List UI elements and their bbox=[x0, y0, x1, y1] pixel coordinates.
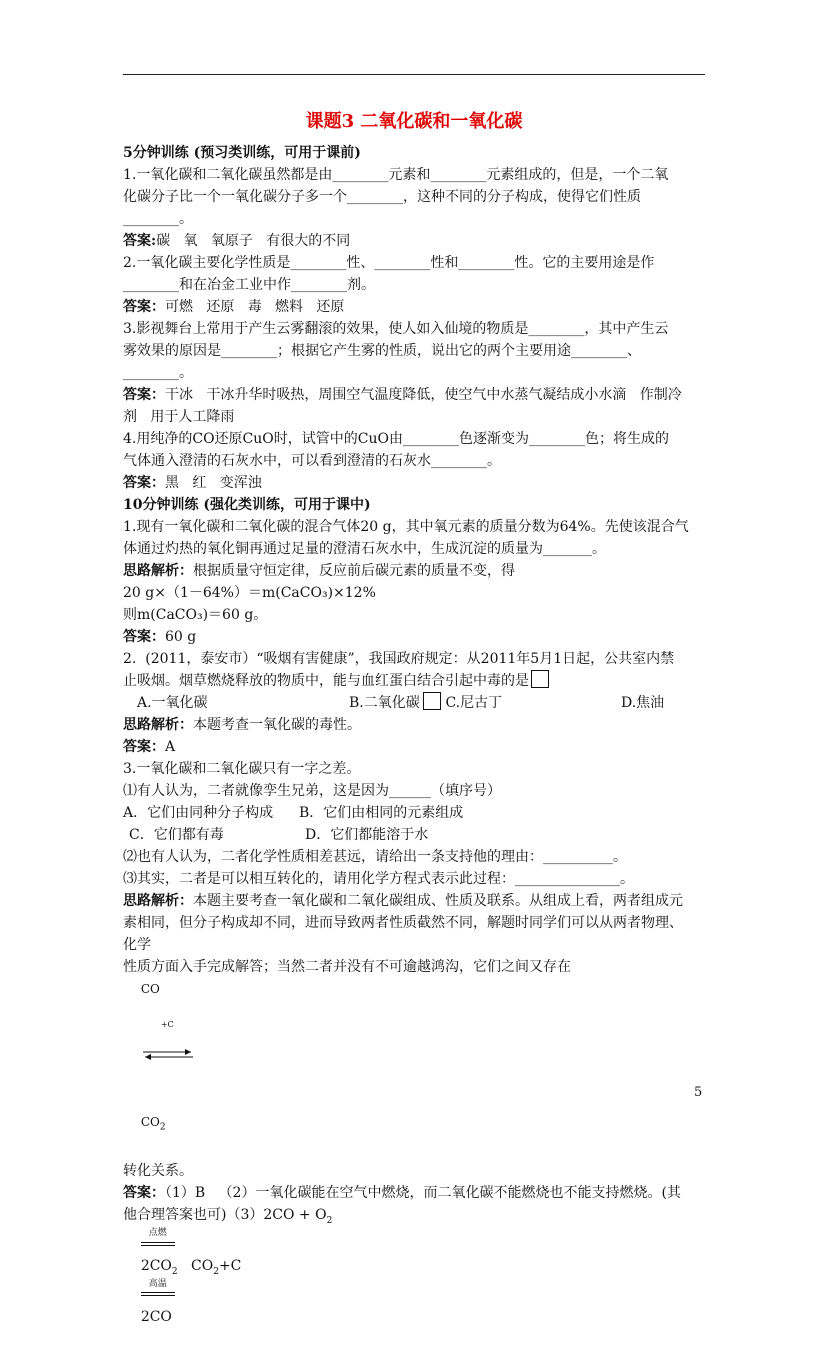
arrow-condition: +C bbox=[160, 1020, 174, 1029]
co2-label: $CO_2$ bbox=[140, 1115, 166, 1133]
q2-line2: ________和在冶金工业中作________剂。 bbox=[123, 277, 375, 293]
answer-5 bbox=[123, 626, 705, 648]
q6-line2-text: 止吸烟。烟草燃烧释放的物质中，能与血红蛋白结合引起中毒的是 bbox=[123, 673, 529, 689]
q7-line2: ⑴有人认为，二者就像孪生兄弟，这是因为______（填序号） bbox=[123, 783, 501, 799]
q3-line3: ________。 bbox=[123, 365, 193, 381]
answer-6 bbox=[123, 736, 705, 758]
think-7 bbox=[123, 890, 705, 912]
answer-7-eq-start: 他合理答案也可)（3）2CO + O bbox=[123, 1207, 327, 1224]
conversion-arrows-icon bbox=[141, 1000, 195, 1029]
answer-3 bbox=[123, 384, 705, 406]
option-c bbox=[421, 692, 621, 714]
option-a: A.一氧化碳 bbox=[137, 695, 208, 711]
answer-2 bbox=[123, 296, 705, 318]
q3-line1: 3.影视舞台上常用于产生云雾翻滚的效果，使人如入仙境的物质是________，其中产生云 bbox=[123, 321, 669, 337]
option-a: A．它们由同种分子构成 bbox=[123, 805, 274, 821]
section-heading-10min: 10分钟训练 (强化类训练，可用于课中) bbox=[123, 497, 371, 513]
q4-line2: 气体通入澄清的石灰水中，可以看到澄清的石灰水________。 bbox=[123, 453, 501, 469]
think-5-text: 根据质量守恒定律，反应前后碳元素的质量不变，得 bbox=[193, 563, 515, 579]
think-6 bbox=[123, 714, 705, 736]
q7-options-ab bbox=[123, 802, 705, 824]
answer-label: 答案： bbox=[123, 299, 165, 315]
co-label: CO bbox=[140, 982, 160, 996]
equation-1: 20 g×（1－64%）＝m(CaCO₃)×12% bbox=[123, 585, 376, 601]
answer-3-text: 干冰 干冰升华时吸热，周围空气温度降低，使空气中水蒸气凝结成小水滴 作制冷 bbox=[165, 387, 682, 403]
ignite-equals-icon bbox=[141, 1228, 175, 1255]
answer-1-text: 碳 氧 氧原子 有很大的不同 bbox=[156, 233, 351, 249]
page-number: 5 bbox=[694, 1085, 703, 1100]
answer-7-co2: CO bbox=[177, 1258, 214, 1275]
condition-ignite: 点燃 bbox=[148, 1228, 167, 1239]
answer-7-product: 2CO bbox=[140, 1258, 172, 1275]
option-c-text: C.尼古丁 bbox=[445, 695, 503, 711]
q5-line1: 1.现有一氧化碳和二氧化碳的混合气体20 g，其中氧元素的质量分数为64%。先使该混合气 bbox=[123, 519, 689, 535]
think-7-line3: 化学 bbox=[123, 937, 151, 953]
q1-line3: ________。 bbox=[123, 211, 193, 227]
section-heading-5min: 5分钟训练 (预习类训练，可用于课前) bbox=[123, 145, 361, 161]
answer-2-text: 可燃 还原 毒 燃料 还原 bbox=[165, 299, 345, 315]
answer-7-plus-c: +C bbox=[218, 1258, 242, 1275]
hightemp-equals-icon bbox=[141, 1278, 175, 1306]
answer-7 bbox=[123, 1182, 705, 1204]
q6-line2 bbox=[123, 670, 705, 692]
q7-line1: 3.一氧化碳和二氧化碳只有一字之差。 bbox=[123, 761, 361, 777]
answer-box-icon bbox=[423, 692, 441, 710]
q7-line4: ⑶其实，二者是可以相互转化的，请用化学方程式表示此过程：_______________。 bbox=[123, 871, 634, 887]
q1-line2: 化碳分子比一个一氧化碳分子多一个________，这种不同的分子构成，使得它们性质 bbox=[123, 189, 641, 205]
answer-label: 答案： bbox=[123, 387, 165, 403]
think-7-line4 bbox=[123, 956, 705, 1160]
think-5 bbox=[123, 560, 705, 582]
condition-hightemp: 高温 bbox=[148, 1278, 167, 1289]
answer-1 bbox=[123, 230, 705, 252]
option-b: B.二氧化碳 bbox=[349, 695, 420, 711]
q3-line2: 雾效果的原因是________；根据它产生雾的性质，说出它的两个主要用途________、 bbox=[123, 343, 641, 359]
equation-2: 则m(CaCO₃)＝60 g。 bbox=[123, 607, 268, 623]
q5-line2: 体通过灼热的氧化铜再通过足量的澄清石灰水中，生成沉淀的质量为_______。 bbox=[123, 541, 606, 557]
q7-line3: ⑵也有人认为，二者化学性质相差甚远，请给出一条支持他的理由：__________。 bbox=[123, 849, 627, 865]
q1-line1: 1.一氧化碳和二氧化碳虽然都是由________元素和________元素组成的，但是，一个二氧 bbox=[123, 167, 669, 183]
option-b: B．它们由相同的元素组成 bbox=[299, 805, 464, 821]
page-title: 课题3 二氧化碳和一氧化碳 bbox=[305, 111, 523, 132]
think-7-line2: 素相同，但分子构成却不同，进而导致两者性质截然不同，解题时同学们可以从两者物理、 bbox=[123, 915, 683, 931]
think-7-line4-text: 性质方面入手完成解答；当然二者并没有不可逾越鸿沟，它们之间又存在 bbox=[123, 959, 571, 975]
think-label: 思路解析： bbox=[123, 893, 193, 909]
think-7-line5: 转化关系。 bbox=[123, 1163, 193, 1180]
answer-7-line2: 他合理答案也可)$(3)2CO + O_2$ 点燃 $2CO_2$ $CO_2+C$ 高温 2CO bbox=[123, 1207, 333, 1325]
answer-4-text: 黑 红 变浑浊 bbox=[165, 475, 262, 491]
q4-line1: 4.用纯净的CO还原CuO时，试管中的CuO由________色逐渐变为________色；将生成的 bbox=[123, 431, 669, 447]
think-6-text: 本题考查一氧化碳的毒性。 bbox=[193, 717, 361, 733]
answer-4 bbox=[123, 472, 705, 494]
think-label: 思路解析： bbox=[123, 563, 193, 579]
q6-line1: 2. (2011，泰安市）“吸烟有害健康”，我国政府规定：从2011年5月1日起，公共室内禁 bbox=[123, 651, 675, 667]
answer-label: 答案： bbox=[123, 739, 165, 755]
think-7-text: 本题主要考查一氧化碳和二氧化碳组成、性质及联系。从组成上看，两者组成元 bbox=[193, 893, 683, 909]
answer-label: 答案： bbox=[123, 629, 165, 645]
header-rule bbox=[123, 74, 705, 75]
answer-7-end: 2CO bbox=[140, 1308, 172, 1325]
answer-5-text: 60 g bbox=[165, 629, 197, 645]
option-d: D．它们都能溶于水 bbox=[305, 827, 429, 843]
q7-options-cd bbox=[123, 824, 705, 846]
answer-7-text: （1）B （2）一氧化碳能在空气中燃烧，而二氧化碳不能燃烧也不能支持燃烧。(其 bbox=[165, 1185, 681, 1202]
answer-6-text: A bbox=[165, 739, 176, 755]
document-body bbox=[123, 108, 705, 1350]
answer-label: 答案： bbox=[123, 475, 165, 491]
think-label: 思路解析： bbox=[123, 717, 193, 733]
option-c: C．它们都有毒 bbox=[129, 827, 224, 843]
q6-options bbox=[123, 692, 705, 714]
answer-label: 答案： bbox=[123, 1185, 165, 1202]
answer-3-cont: 剂 用于人工降雨 bbox=[123, 409, 235, 425]
answer-box-icon bbox=[531, 670, 549, 688]
answer-label: 答案: bbox=[123, 233, 157, 249]
q2-line1: 2.一氧化碳主要化学性质是________性、________性和________性。它的主要用途是作 bbox=[123, 255, 655, 271]
option-d: D.焦油 bbox=[621, 695, 665, 711]
